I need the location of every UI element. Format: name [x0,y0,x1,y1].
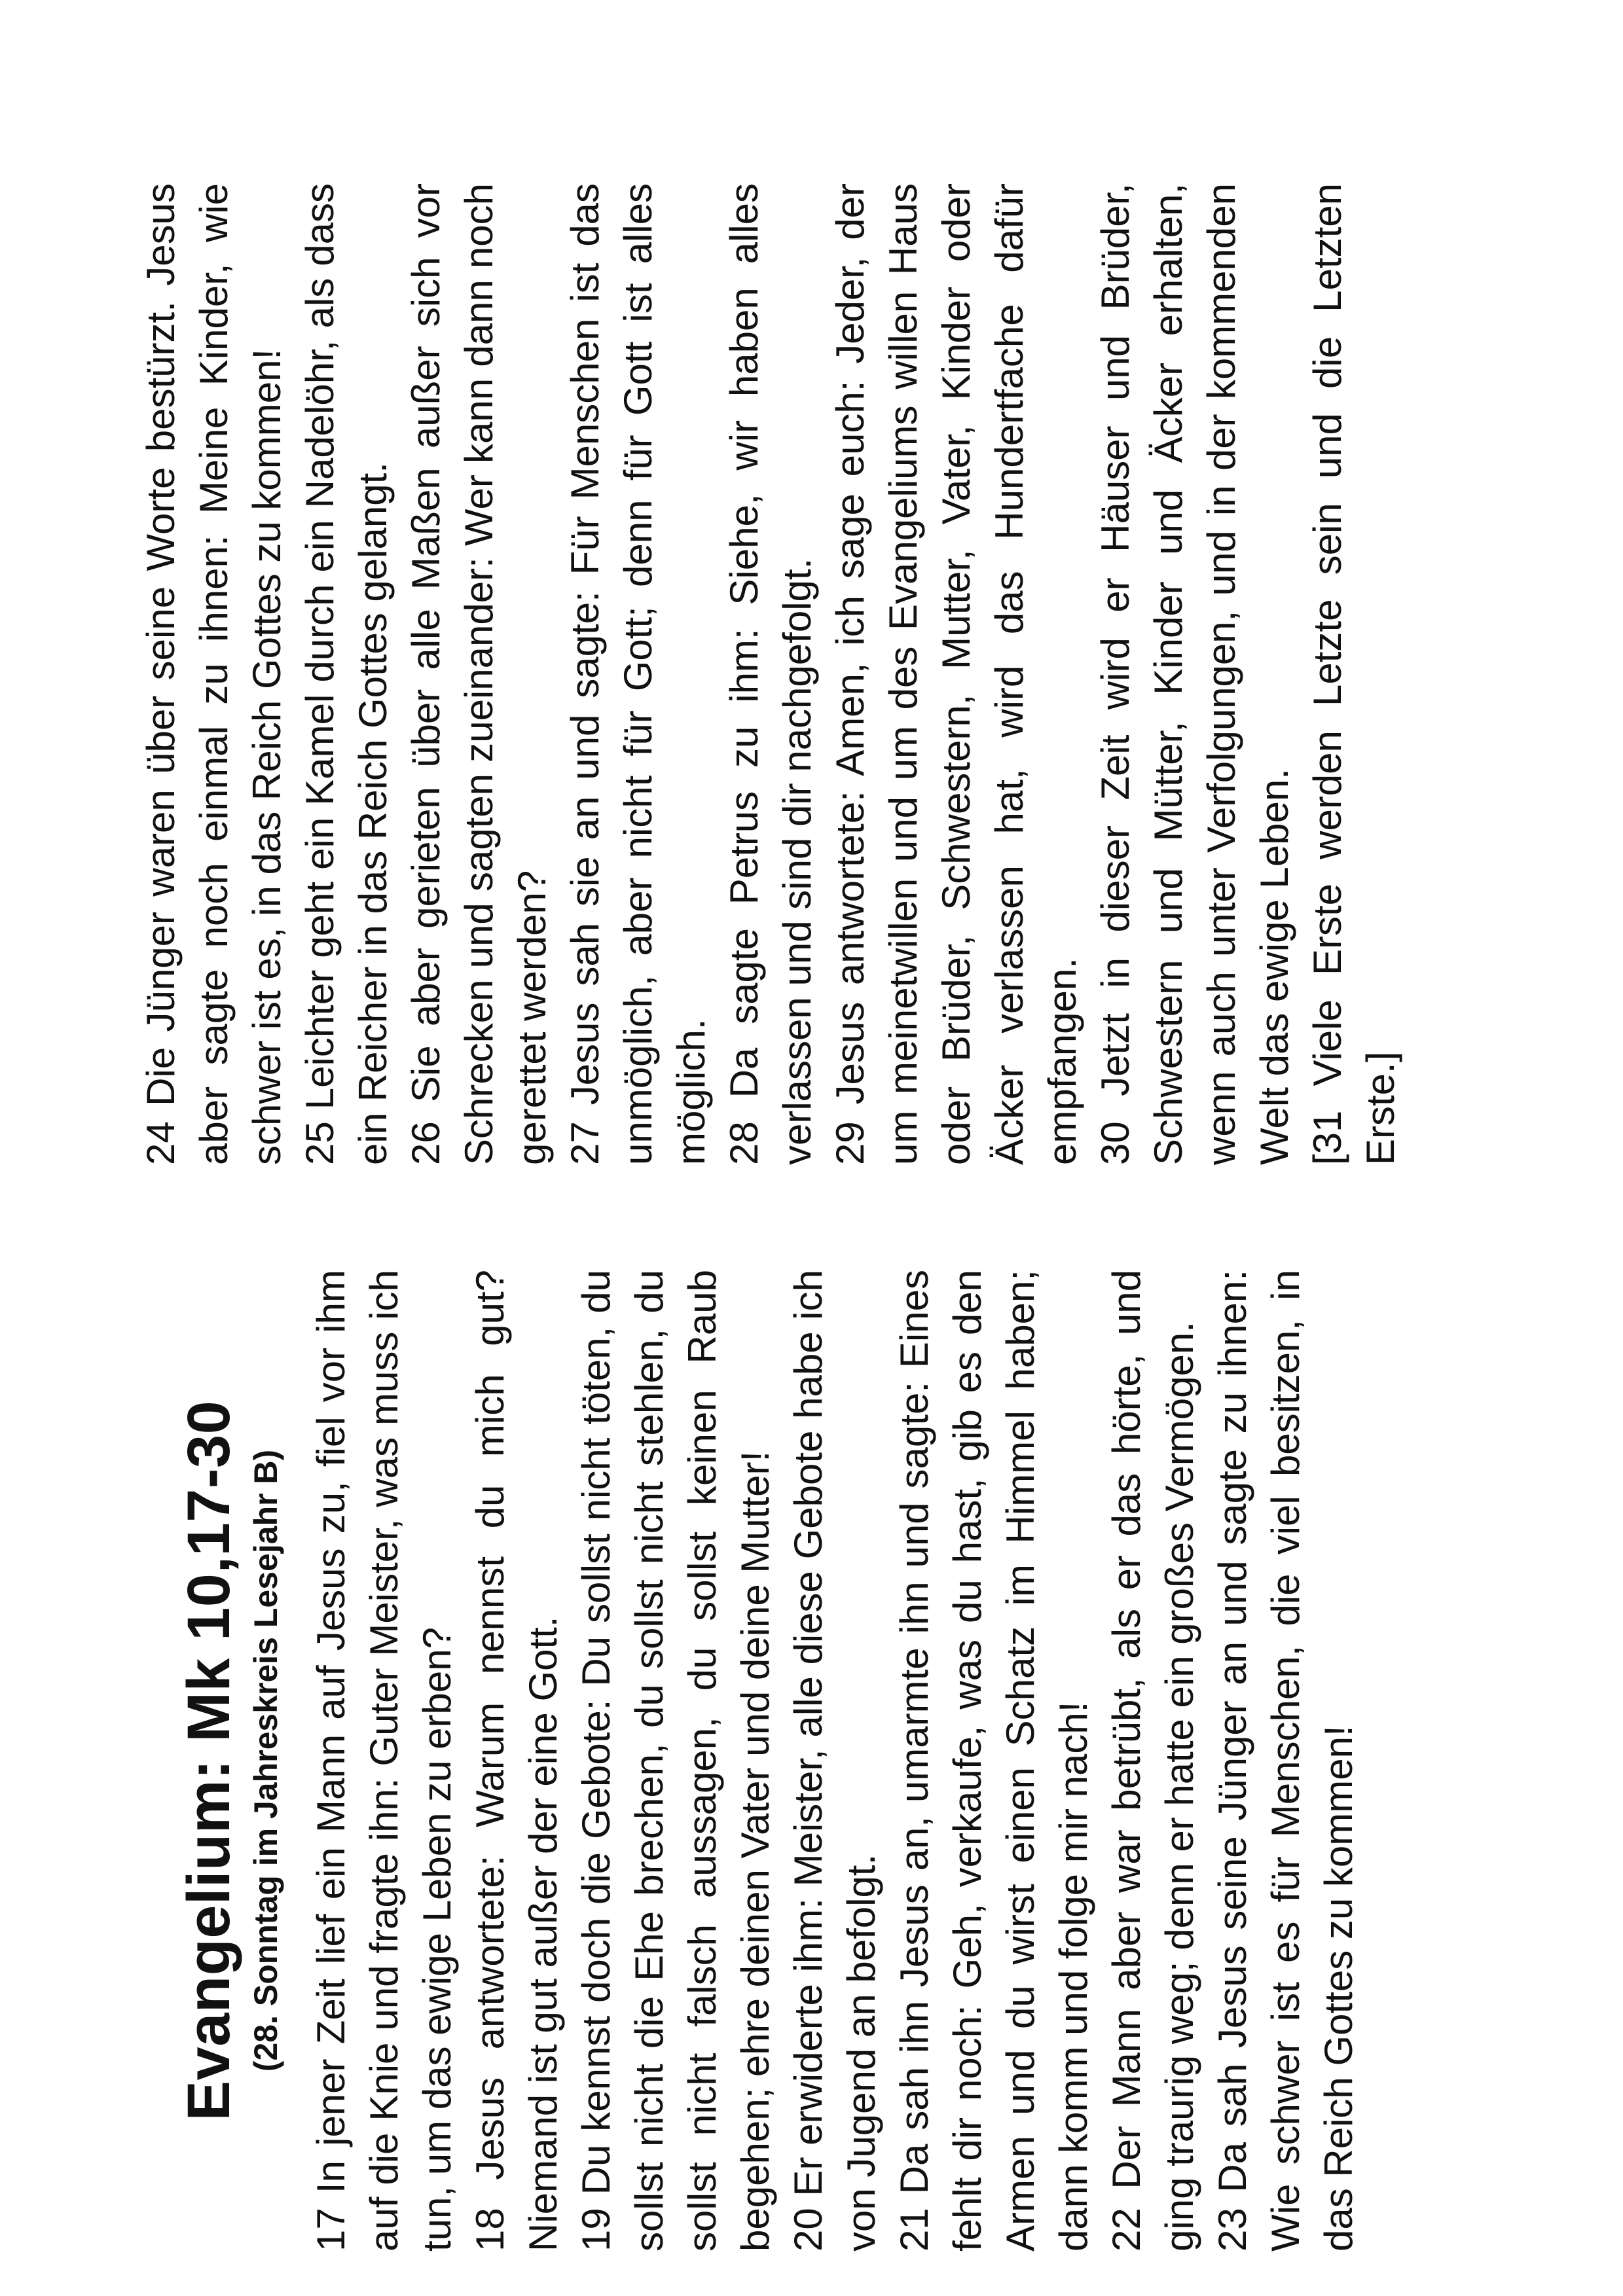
verse-31: [31 Viele Erste werden Letzte sein und die Letzten Erste.] [1305,183,1402,1165]
verse-19: 19 Du kennst doch die Gebote: Du sollst nicht töten, du sollst nicht die Ehe brechen, du sollst nicht stehlen, du sollst nicht falsch aussagen, du sollst keinen Raub begehen; ehre deinen Vater und deine Mutter! [574,1270,777,2251]
verse-27: 27 Jesus sah sie an und sagte: Für Menschen ist das unmöglich, aber nicht für Gott; denn für Gott ist alles möglich. [563,183,713,1165]
verse-17: 17 In jener Zeit lief ein Mann auf Jesus zu, fiel vor ihm auf die Knie und fragte ihn: Guter Meister, was muss ich tun, um das ewige Leben zu erben? [309,1270,459,2251]
verse-18: 18 Jesus antwortete: Warum nennst du mich gut? Niemand ist gut außer der eine Gott. [468,1270,565,2251]
verse-20: 20 Er erwiderte ihm: Meister, alle diese Gebote habe ich von Jugend an befolgt. [786,1270,883,2251]
verse-30: 30 Jetzt in dieser Zeit wird er Häuser und Brüder, Schwestern und Mütter, Kinder und Äcker erhalten, wenn auch unter Verfolgungen, und in der kommenden Welt das ewige Leben. [1093,183,1296,1165]
verse-29: 29 Jesus antwortete: Amen, ich sage euch: Jeder, der um meinetwillen und um des Evangeliums willen Haus oder Brüder, Schwestern, Mutter, Vater, Kinder oder Äcker verlassen hat, wird das Hundertfache dafür empfangen. [828,183,1084,1165]
page-title: Evangelium: Mk 10,17-30 [175,1400,242,2121]
right-column [134,183,1407,1165]
verse-25: 25 Leichter geht ein Kamel durch ein Nadelöhr, als dass ein Reicher in das Reich Gottes gelangt. [298,183,395,1165]
left-verse-list [304,1270,1365,2251]
verse-23: 23 Da sah Jesus seine Jünger an und sagte zu ihnen: Wie schwer ist es für Menschen, die viel besitzen, in das Reich Gottes zu kommen! [1211,1270,1360,2251]
right-verse-list [134,183,1407,1165]
verse-24: 24 Die Jünger waren über seine Worte bestürzt. Jesus aber sagte noch einmal zu ihnen: Meine Kinder, wie schwer ist es, in das Reich Gottes zu kommen! [139,183,289,1165]
verse-28: 28 Da sagte Petrus zu ihm: Siehe, wir haben alles verlassen und sind dir nachgefolgt. [722,183,819,1165]
verse-26: 26 Sie aber gerieten über alle Maßen außer sich vor Schrecken und sagten zueinander: Wer kann dann noch gerettet werden? [404,183,554,1165]
page-subtitle: (28. Sonntag im Jahreskreis Lesejahr B) [247,1449,284,2072]
verse-21: 21 Da sah ihn Jesus an, umarmte ihn und sagte: Eines fehlt dir noch: Geh, verkaufe, was du hast, gib es den Armen und du wirst einen Schatz im Himmel haben; dann komm und folge mir nach! [892,1270,1095,2251]
rotated-page-content [134,124,1457,2251]
verse-22: 22 Der Mann aber war betrübt, als er das hörte, und ging traurig weg; denn er hatte ein großes Vermögen. [1104,1270,1201,2251]
left-column [134,1270,1365,2251]
